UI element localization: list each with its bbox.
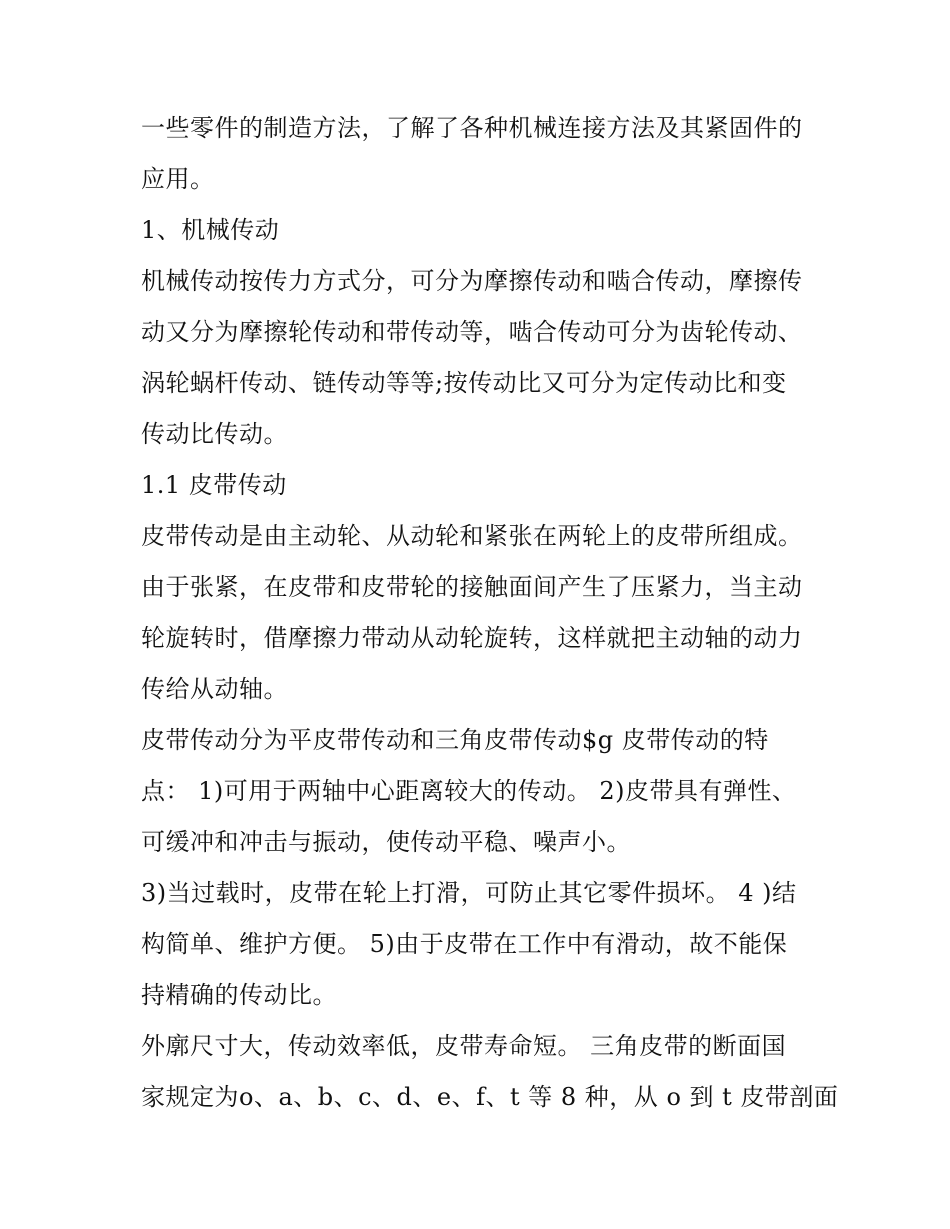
section-heading: 1、机械传动: [141, 216, 280, 244]
text-line: 由于张紧，在皮带和皮带轮的接触面间产生了压紧力，当主动: [141, 573, 803, 601]
text-line: 一些零件的制造方法，了解了各种机械连接方法及其紧固件的: [141, 114, 803, 142]
text-line: 动又分为摩擦轮传动和带传动等，啮合传动可分为齿轮传动、: [141, 318, 803, 346]
text-line: 传动比传动。: [141, 420, 288, 448]
text-line: 外廓尺寸大，传动效率低，皮带寿命短。 三角皮带的断面国: [141, 1032, 787, 1060]
text-line: 机械传动按传力方式分，可分为摩擦传动和啮合传动，摩擦传: [141, 267, 803, 295]
text-line: 涡轮蜗杆传动、链传动等等;按传动比又可分为定传动比和变: [141, 369, 787, 397]
text-line: 皮带传动是由主动轮、从动轮和紧张在两轮上的皮带所组成。: [141, 522, 803, 550]
text-line: 点： 1)可用于两轴中心距离较大的传动。 2)皮带具有弹性、: [141, 777, 797, 805]
text-line: 传给从动轴。: [141, 675, 288, 703]
text-line: 应用。: [141, 165, 215, 193]
text-line: 轮旋转时，借摩擦力带动从动轮旋转，这样就把主动轴的动力: [141, 624, 803, 652]
subsection-heading: 1.1 皮带传动: [141, 471, 287, 499]
text-line: 3)当过载时，皮带在轮上打滑，可防止其它零件损坏。 4 )结: [141, 879, 797, 907]
text-line: 家规定为o、a、b、c、d、e、f、t 等 8 种，从 o 到 t 皮带剖面: [141, 1083, 839, 1111]
text-line: 持精确的传动比。: [141, 981, 337, 1009]
text-line: 可缓冲和冲击与振动，使传动平稳、噪声小。: [141, 828, 631, 856]
text-line: 皮带传动分为平皮带传动和三角皮带传动$g 皮带传动的特: [141, 726, 769, 754]
text-line: 构简单、维护方便。 5)由于皮带在工作中有滑动，故不能保: [141, 930, 788, 958]
